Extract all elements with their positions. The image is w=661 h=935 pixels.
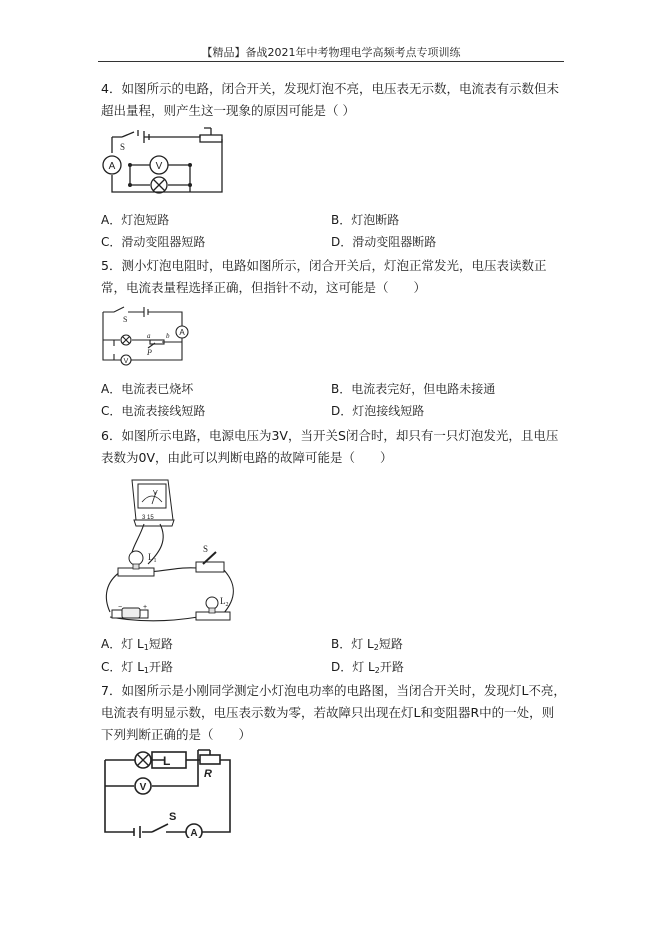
q6-lamp1-label: L xyxy=(148,552,154,562)
q4-label-switch: S xyxy=(120,142,126,152)
q7-voltmeter-label: V xyxy=(139,782,147,793)
q6-option-a-tail: 短路 xyxy=(148,637,173,651)
q6-option-b-sub: 2 xyxy=(373,643,379,652)
q6-option-b xyxy=(331,635,403,657)
q4-label-ammeter: A xyxy=(108,161,116,172)
q6-option-d xyxy=(331,658,404,680)
q5-stem: 5．测小灯泡电阻时，电路如图所示，闭合开关后，灯泡正常发光，电压表读数正常，电流表量程选择正确，但指针不动，这可能是（ ） xyxy=(101,258,547,295)
q5-option-b: B．电流表完好，但电路未接通 xyxy=(331,382,496,396)
q6-option-a-sub: 1 xyxy=(143,643,149,652)
q6-option-c-text: C．灯 L xyxy=(101,660,144,674)
q7-circuit-diagram xyxy=(100,748,240,838)
q5-label-p: P xyxy=(147,348,152,357)
q6-option-b-tail: 短路 xyxy=(378,637,403,651)
q6-option-d-sub: 2 xyxy=(374,666,380,675)
q5-circuit-diagram xyxy=(100,302,200,372)
q6-battery-plus: + xyxy=(143,604,148,611)
svg-text:L2 xyxy=(220,596,229,608)
q5-option-a: A．电流表已烧坏 xyxy=(101,382,194,396)
q5-option-d: D．灯泡接线短路 xyxy=(331,404,425,418)
q6-option-d-text: D．灯 L xyxy=(331,660,375,674)
q6-switch-label: S xyxy=(203,544,209,554)
q4-circuit-diagram xyxy=(100,125,225,200)
q6-lamp1-sub: 1 xyxy=(153,558,157,564)
q6-voltmeter-terminals: 3 15 xyxy=(142,515,154,521)
q4-label-voltmeter: V xyxy=(155,161,163,172)
q5-label-voltmeter: V xyxy=(123,358,129,365)
q6-option-a-text: A．灯 L xyxy=(101,637,144,651)
q5-label-ammeter: A xyxy=(179,328,185,337)
q6-physical-circuit xyxy=(98,472,243,627)
q7-rheostat-label: R xyxy=(204,768,212,780)
q4-option-b: B．灯泡断路 xyxy=(331,213,400,227)
q4-option-a: A．灯泡短路 xyxy=(101,213,170,227)
q4-option-c: C．滑动变阻器短路 xyxy=(101,235,206,249)
q7-ammeter-label: A xyxy=(190,828,198,838)
q6-option-c xyxy=(101,658,173,680)
q7-lamp-label: L xyxy=(163,754,171,768)
q4-option-d: D．滑动变阻器断路 xyxy=(331,235,437,249)
q6-option-c-sub: 1 xyxy=(143,666,149,675)
q6-option-b-text: B．灯 L xyxy=(331,637,374,651)
q5-option-c: C．电流表接线短路 xyxy=(101,404,206,418)
q6-option-a xyxy=(101,635,173,657)
q6-stem: 6．如图所示电路，电源电压为3V，当开关S闭合时，却只有一只灯泡发光，且电压表数为0V，由此可以判断电路的故障可能是（ ） xyxy=(101,428,559,465)
q6-lamp2-sub: 2 xyxy=(225,602,229,608)
q4-stem: 4．如图所示的电路，闭合开关，发现灯泡不亮，电压表无示数，电流表有示数但未超出量程，则产生这一现象的原因可能是（ ） xyxy=(101,81,559,118)
header-rule xyxy=(98,61,564,62)
q5-label-b: b xyxy=(166,332,170,340)
page-header: 【精品】备战2021年中考物理电学高频考点专项训练 xyxy=(201,46,461,59)
q6-lamp2-label: L xyxy=(220,596,226,606)
q5-label-switch: S xyxy=(123,315,128,324)
q6-voltmeter-label: V xyxy=(153,490,158,497)
q6-battery-minus: − xyxy=(118,604,123,611)
q5-label-a: a xyxy=(147,332,151,340)
q7-stem: 7．如图所示是小刚同学测定小灯泡电功率的电路图，当闭合开关时，发现灯L不亮，电流表有明显示数，电压表示数为零，若故障只出现在灯L和变阻器R中的一处，则下列判断正确的是（ ） xyxy=(101,683,566,742)
q7-switch-label: S xyxy=(169,811,177,823)
q6-option-c-tail: 开路 xyxy=(148,660,173,674)
q6-option-d-tail: 开路 xyxy=(379,660,404,674)
